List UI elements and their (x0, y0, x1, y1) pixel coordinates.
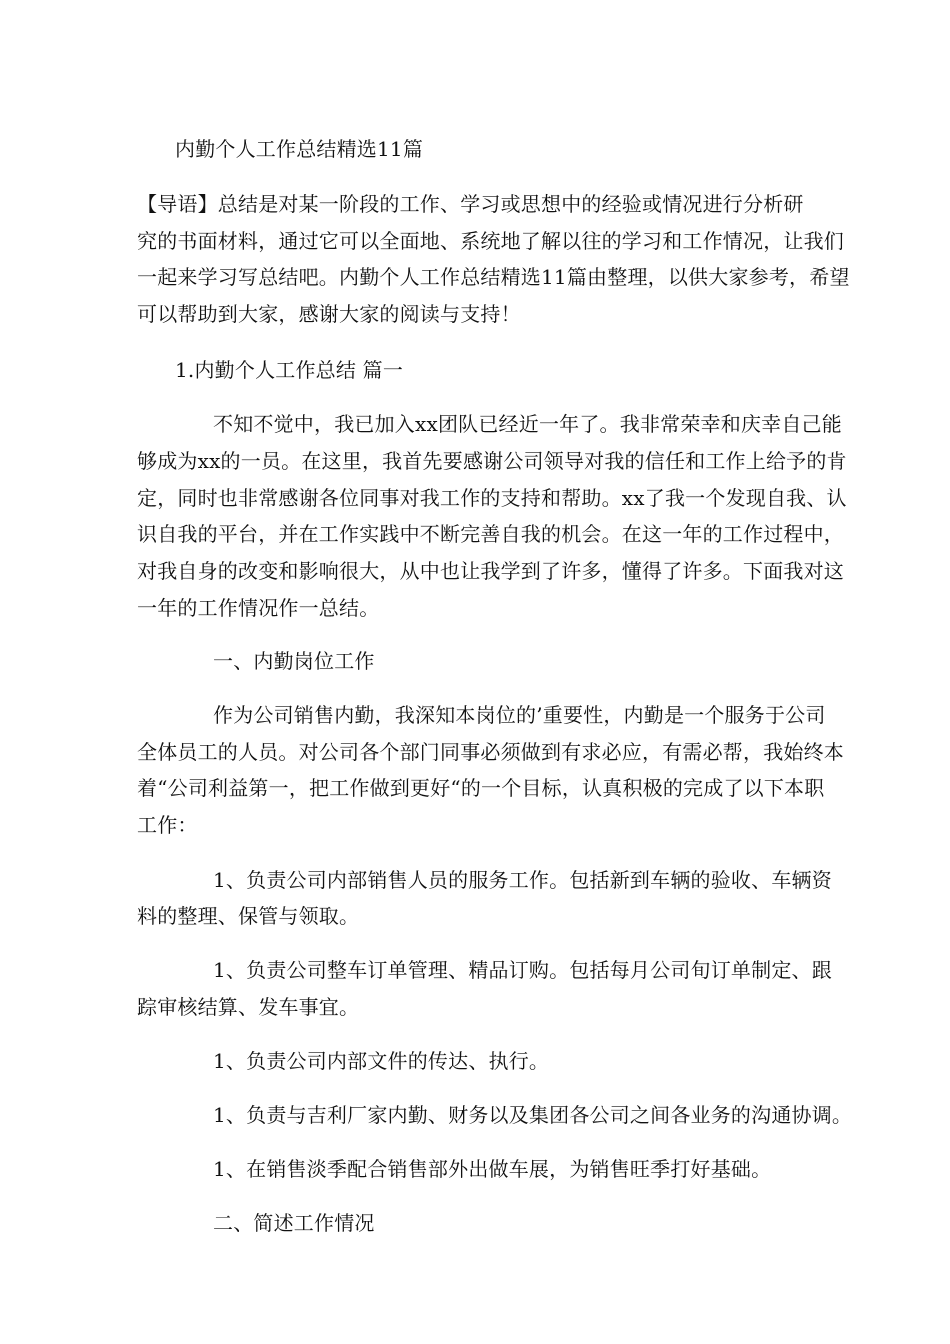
para1-line-3: 定，同时也非常感谢各位同事对我工作的支持和帮助。xx了我一个发现自我、认 (137, 486, 847, 510)
item3: 1、负责公司内部文件的传达、执行。 (213, 1049, 550, 1073)
document-title: 内勤个人工作总结精选11篇 (175, 137, 424, 161)
item2-line-1: 1、负责公司整车订单管理、精品订购。包括每月公司旬订单制定、跟 (213, 958, 832, 982)
item2-line-2: 踪审核结算、发车事宜。 (137, 995, 360, 1019)
subheading-2: 二、简述工作情况 (213, 1211, 375, 1235)
intro-line-1: 【导语】总结是对某一阶段的工作、学习或思想中的经验或情况进行分析研 (137, 192, 804, 216)
intro-line-4: 可以帮助到大家，感谢大家的阅读与支持！ (137, 302, 521, 326)
para1-line-5: 对我自身的改变和影响很大，从中也让我学到了许多，懂得了许多。下面我对这 (137, 559, 844, 583)
item1-line-1: 1、负责公司内部销售人员的服务工作。包括新到车辆的验收、车辆资 (213, 868, 832, 892)
intro-line-3: 一起来学习写总结吧。内勤个人工作总结精选11篇由整理，以供大家参考，希望 (137, 265, 850, 289)
item1-line-2: 料的整理、保管与领取。 (137, 904, 360, 928)
para1-line-6: 一年的工作情况作一总结。 (137, 596, 380, 620)
section-heading-1: 1.内勤个人工作总结 篇一 (175, 358, 404, 382)
intro-line-2: 究的书面材料，通过它可以全面地、系统地了解以往的学习和工作情况，让我们 (137, 229, 844, 253)
para1-line-4: 识自我的平台，并在工作实践中不断完善自我的机会。在这一年的工作过程中， (137, 522, 844, 546)
para1-line-1: 不知不觉中，我已加入xx团队已经近一年了。我非常荣幸和庆幸自己能 (213, 412, 842, 436)
para2-line-1: 作为公司销售内勤，我深知本岗位的’重要性，内勤是一个服务于公司 (213, 703, 826, 727)
para2-line-3: 着“公司利益第一，把工作做到更好“的一个目标，认真积极的完成了以下本职 (137, 776, 825, 800)
item5: 1、在销售淡季配合销售部外出做车展，为销售旺季打好基础。 (213, 1157, 772, 1181)
subheading-1: 一、内勤岗位工作 (213, 649, 375, 673)
para1-line-2: 够成为xx的一员。在这里，我首先要感谢公司领导对我的信任和工作上给予的肯 (137, 449, 847, 473)
para2-line-2: 全体员工的人员。对公司各个部门同事必须做到有求必应，有需必帮，我始终本 (137, 740, 844, 764)
item4: 1、负责与吉利厂家内勤、财务以及集团各公司之间各业务的沟通协调。 (213, 1103, 853, 1127)
para2-line-4: 工作： (137, 813, 198, 837)
